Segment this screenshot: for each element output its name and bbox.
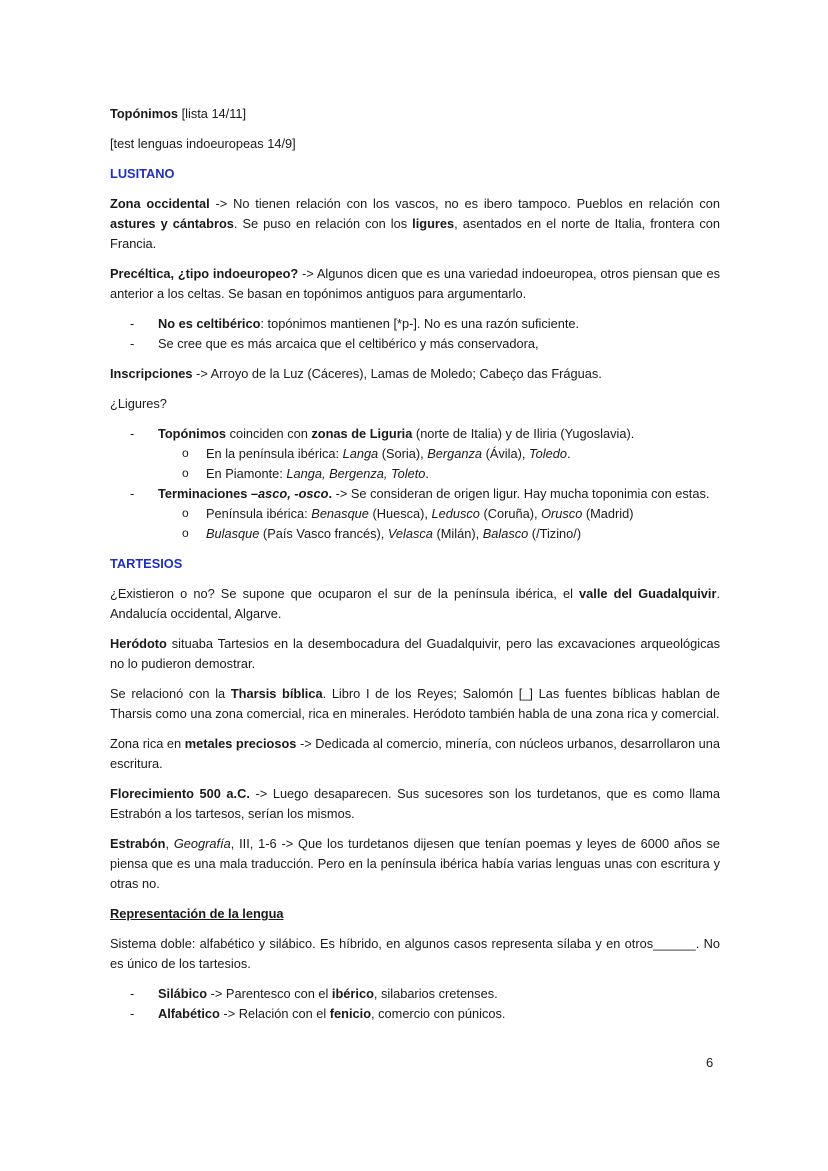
bold-text: Inscripciones: [110, 366, 193, 381]
text: En Piamonte:: [206, 466, 287, 481]
paragraph-florecimiento: [110, 784, 720, 824]
text: (País Vasco francés),: [259, 526, 388, 541]
text: -> Parentesco con el: [207, 986, 332, 1001]
bold-text: metales preciosos: [184, 736, 297, 751]
text: . Libro I de los Reyes; Salomón [_] Las fuentes bíblicas hablan de Tharsis como una zona comercial, rica en minerales. Heródoto también habla de una zona rica y comercial.: [110, 686, 720, 721]
sublist-item: [158, 524, 720, 544]
paragraph-test-note: [110, 134, 720, 154]
page-number: 6: [706, 1055, 714, 1070]
sublist-item: [158, 444, 720, 464]
text: ¿Existieron o no? Se supone que ocuparon el sur de la península ibérica, el: [110, 586, 580, 601]
text: [test lenguas indoeuropeas 14/9]: [110, 136, 296, 151]
paragraph-preceltica: [110, 264, 720, 304]
text: -> No tienen relación con los vascos, no es ibero tampoco. Pueblos en relación con: [209, 196, 720, 211]
paragraph-inscripciones: [110, 364, 720, 384]
italic-text: Berganza: [427, 446, 483, 461]
list-item: [110, 314, 720, 334]
italic-text: Ledusco: [431, 506, 480, 521]
text: (norte de Italia) y de Iliria (Yugoslavia).: [412, 426, 635, 441]
bold-text: astures y cántabros: [110, 216, 234, 231]
paragraph-toponimos-title: [110, 104, 720, 124]
text: -> Se consideran de origen ligur. Hay mucha toponimia con estas.: [332, 486, 710, 501]
bold-text: Alfabético: [158, 1006, 220, 1021]
bold-text: Estrabón: [110, 836, 166, 851]
text: Península ibérica:: [206, 506, 312, 521]
text: (Ávila),: [482, 446, 529, 461]
text: Zona rica en: [110, 736, 185, 751]
sublist-item: [158, 504, 720, 524]
bold-text: Florecimiento 500 a.C.: [110, 786, 250, 801]
bold-text: No es celtibérico: [158, 316, 261, 331]
list-item: [110, 334, 720, 354]
bold-text: Heródoto: [110, 636, 167, 651]
italic-text: Toledo: [528, 446, 567, 461]
text: (Milán),: [432, 526, 483, 541]
text: [lista 14/11]: [178, 106, 247, 121]
paragraph-herodoto: [110, 634, 720, 674]
text: . Andalucía occidental, Algarve.: [110, 586, 721, 621]
bold-text: fenicio: [329, 1006, 372, 1021]
text: -> Luego desaparecen. Sus sucesores son los turdetanos, que es como llama Estrabón a los tartesos, serían los mismos.: [110, 786, 720, 821]
paragraph-estrabon: [110, 834, 720, 894]
bold-text: valle del Guadalquivir: [579, 586, 717, 601]
text: En la península ibérica:: [206, 446, 343, 461]
text: -> Dedicada al comercio, minería, con núcleos urbanos, desarrollaron una escritura.: [110, 736, 720, 771]
bold-text: Topónimos: [158, 426, 227, 441]
text: -> Algunos dicen que es una variedad indoeuropea, otros piensan que es anterior a los celtas. Se basan en topónimos antiguos para argumentarlo.: [110, 266, 720, 301]
bold-text: .: [328, 486, 333, 501]
paragraph-existieron: [110, 584, 720, 624]
list-lusitano-points: [110, 314, 720, 354]
section-heading-tartesios: TARTESIOS: [110, 556, 183, 571]
text: (Coruña),: [479, 506, 542, 521]
paragraph-tharsis: [110, 684, 720, 724]
text: .: [425, 466, 429, 481]
bold-text: ligures: [412, 216, 455, 231]
text: -> Relación con el: [219, 1006, 330, 1021]
text: , asentados en el norte de Italia, frontera con Francia.: [110, 216, 720, 251]
list-sistema: [110, 984, 720, 1024]
text: -> Arroyo de la Luz (Cáceres), Lamas de Moledo; Cabeço das Fráguas.: [192, 366, 602, 381]
text: situaba Tartesios en la desembocadura del Guadalquivir, pero las excavaciones arqueológicas no lo pudieron demostrar.: [110, 636, 720, 671]
text: (Huesca),: [368, 506, 432, 521]
italic-text: Orusco: [541, 506, 583, 521]
text: Sistema doble: alfabético y silábico. Es híbrido, en algunos casos representa sílaba y en otros______. No es único de los tartesios.: [110, 936, 720, 971]
sublist-item: [158, 464, 720, 484]
bold-text: Topónimos: [110, 106, 179, 121]
list-item: [110, 1004, 720, 1024]
text: . Se puso en relación con los: [233, 216, 413, 231]
list-item: [110, 984, 720, 1004]
section-heading-representacion: Representación de la lengua: [110, 906, 284, 921]
text: (Soria),: [378, 446, 428, 461]
bold-text: Tharsis bíblica: [230, 686, 323, 701]
text: : topónimos mantienen [*p-]. No es una razón suficiente.: [260, 316, 580, 331]
text: Se relacionó con la: [110, 686, 231, 701]
bold-text: Precéltica, ¿tipo indoeuropeo?: [110, 266, 299, 281]
text: ¿Ligures?: [110, 396, 167, 411]
italic-text: Geografía: [173, 836, 231, 851]
bold-text: ibérico: [331, 986, 374, 1001]
italic-text: Benasque: [311, 506, 369, 521]
bold-text: Silábico: [158, 986, 208, 1001]
text: (Madrid): [582, 506, 634, 521]
text: (/Tizino/): [528, 526, 582, 541]
italic-text: Balasco: [482, 526, 529, 541]
sublist: [158, 504, 720, 544]
paragraph-zona-occidental: [110, 194, 720, 254]
paragraph-metales: [110, 734, 720, 774]
text: coinciden con: [226, 426, 312, 441]
list-ligures: [110, 424, 720, 544]
text: , silabarios cretenses.: [373, 986, 498, 1001]
paragraph-sistema-doble: [110, 934, 720, 974]
bold-italic-text: asco, -osco: [258, 486, 329, 501]
text: Se cree que es más arcaica que el celtibérico y más conservadora,: [158, 336, 539, 351]
bold-text: zonas de Liguria: [311, 426, 413, 441]
bold-text: Zona occidental: [110, 196, 210, 211]
document-page: [110, 104, 720, 1034]
list-item: [110, 424, 720, 484]
italic-text: Velasca: [387, 526, 433, 541]
italic-text: Bulasque: [206, 526, 260, 541]
bold-text: Terminaciones –: [158, 486, 259, 501]
list-item: [110, 484, 720, 544]
sublist: [158, 444, 720, 484]
text: , III, 1-6 -> Que los turdetanos dijesen que tenían poemas y leyes de 6000 años se piensa que es una mala traducción. Pero en la península ibérica había varias lenguas unas con escritura y otras no.: [110, 836, 720, 891]
text: , comercio con púnicos.: [371, 1006, 506, 1021]
italic-text: Langa, Bergenza, Toleto: [286, 466, 426, 481]
text: .: [566, 446, 571, 461]
section-heading-lusitano: LUSITANO: [110, 166, 175, 181]
paragraph-ligures-question: [110, 394, 720, 414]
italic-text: Langa: [342, 446, 379, 461]
text: ,: [165, 836, 174, 851]
